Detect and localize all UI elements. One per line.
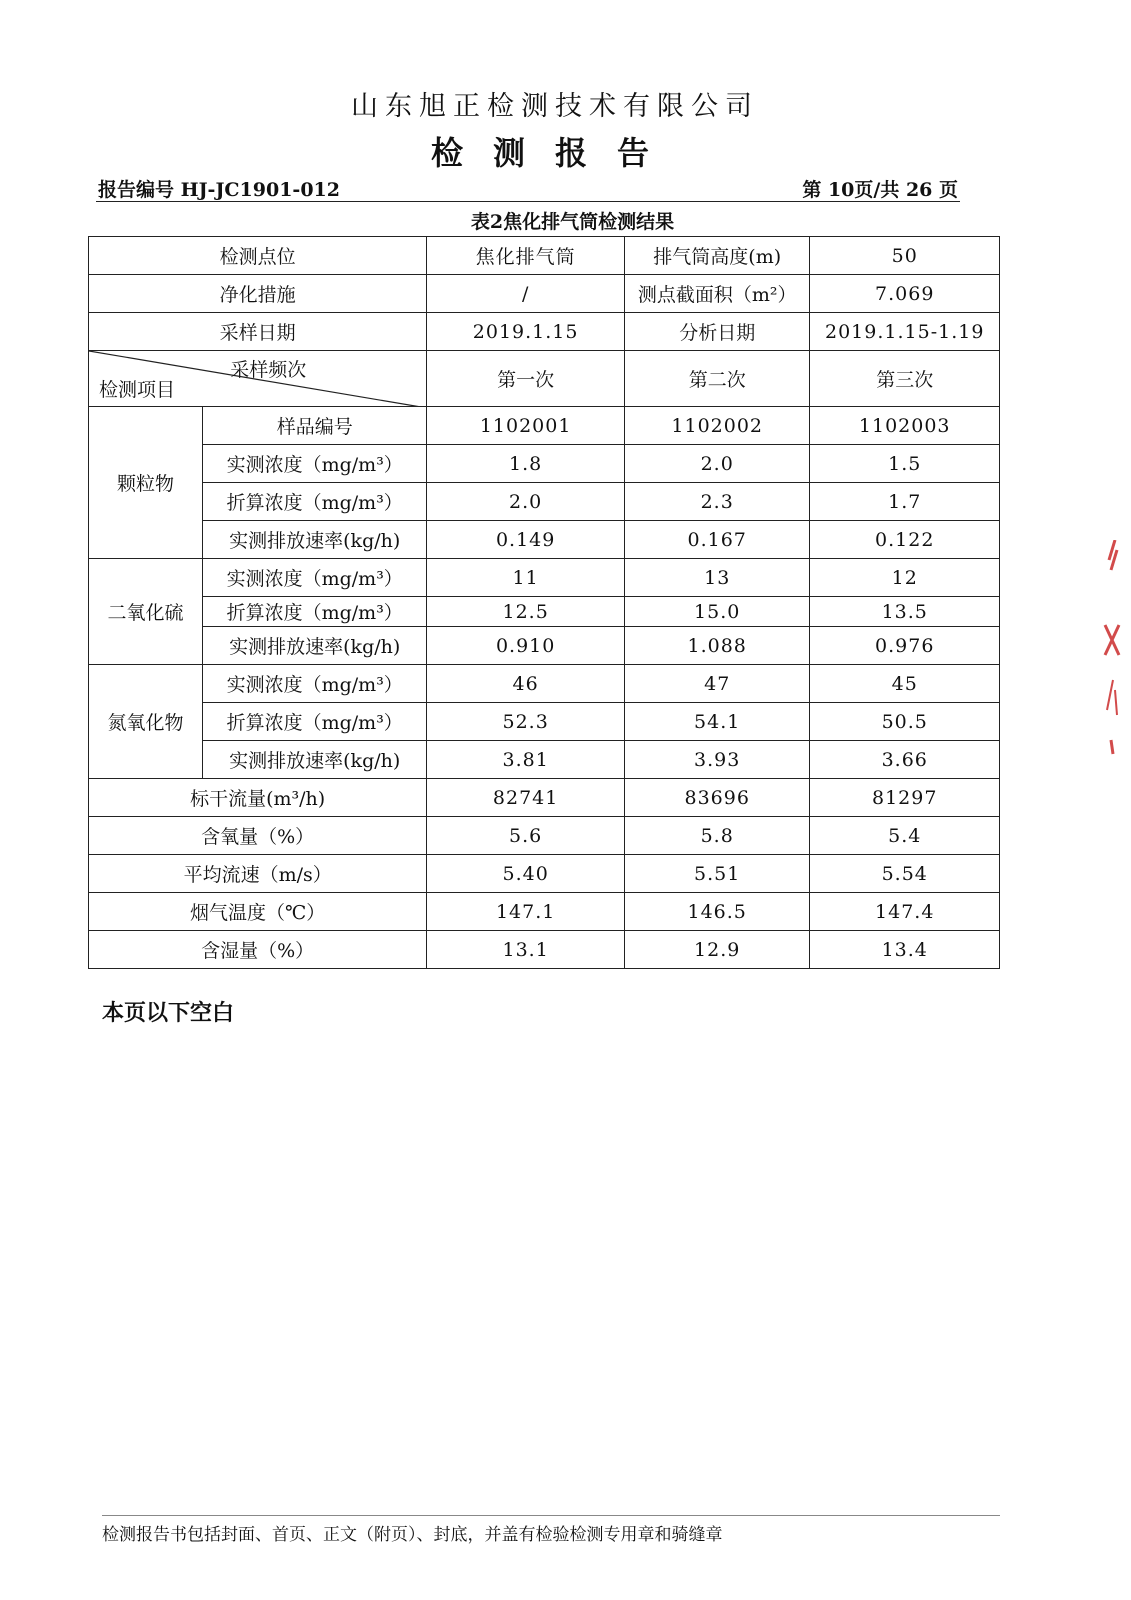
- value-cell: 13.5: [810, 597, 1000, 627]
- round-header: 第三次: [810, 351, 1000, 407]
- info-label: 排气筒高度(m): [624, 237, 809, 275]
- row-label: 含氧量（%）: [89, 817, 427, 855]
- value-cell: 0.167: [624, 521, 809, 559]
- row-label: 实测排放速率(kg/h): [203, 521, 427, 559]
- value-cell: 47: [624, 665, 809, 703]
- value-cell: 2.0: [427, 483, 625, 521]
- diag-bottom-label: 检测项目: [99, 379, 176, 401]
- report-meta-line: [96, 173, 960, 202]
- value-cell: 81297: [810, 779, 1000, 817]
- value-cell: 5.8: [624, 817, 809, 855]
- results-table: [88, 236, 1000, 969]
- value-cell: 45: [810, 665, 1000, 703]
- info-row: [89, 313, 1000, 351]
- info-value: /: [427, 275, 625, 313]
- value-cell: 3.81: [427, 741, 625, 779]
- value-cell: 5.51: [624, 855, 809, 893]
- row-label: 烟气温度（℃）: [89, 893, 427, 931]
- data-row: [89, 559, 1000, 597]
- info-label: 检测点位: [89, 237, 427, 275]
- info-value: 焦化排气筒: [427, 237, 625, 275]
- row-label: 样品编号: [203, 407, 427, 445]
- value-cell: 54.1: [624, 703, 809, 741]
- info-value: 50: [810, 237, 1000, 275]
- sample-no-row: [89, 407, 1000, 445]
- data-row: [89, 483, 1000, 521]
- value-cell: 3.66: [810, 741, 1000, 779]
- info-row: [89, 237, 1000, 275]
- data-row: [89, 741, 1000, 779]
- sample-no: 1102001: [427, 407, 625, 445]
- value-cell: 50.5: [810, 703, 1000, 741]
- value-cell: 0.910: [427, 627, 625, 665]
- page-info: 第 10页/共 26 页: [802, 179, 958, 201]
- data-row: [89, 931, 1000, 969]
- info-row: [89, 275, 1000, 313]
- info-value: 7.069: [810, 275, 1000, 313]
- data-row: [89, 779, 1000, 817]
- value-cell: 1.8: [427, 445, 625, 483]
- row-label: 实测浓度（mg/m³）: [203, 665, 427, 703]
- value-cell: 11: [427, 559, 625, 597]
- row-label: 标干流量(m³/h): [89, 779, 427, 817]
- group-name: 二氧化硫: [89, 559, 203, 665]
- info-label: 分析日期: [624, 313, 809, 351]
- value-cell: 5.54: [810, 855, 1000, 893]
- data-row: [89, 445, 1000, 483]
- value-cell: 13: [624, 559, 809, 597]
- value-cell: 15.0: [624, 597, 809, 627]
- data-row: [89, 665, 1000, 703]
- row-label: 实测排放速率(kg/h): [203, 741, 427, 779]
- seal-stamp-fragment: [1101, 540, 1121, 760]
- sample-no: 1102002: [624, 407, 809, 445]
- row-label: 平均流速（m/s）: [89, 855, 427, 893]
- data-row: [89, 521, 1000, 559]
- info-label: 净化措施: [89, 275, 427, 313]
- value-cell: 82741: [427, 779, 625, 817]
- value-cell: 147.1: [427, 893, 625, 931]
- row-label: 实测排放速率(kg/h): [203, 627, 427, 665]
- page-footer: 检测报告书包括封面、首页、正文（附页）、封底，并盖有检验检测专用章和骑缝章: [102, 1515, 1000, 1545]
- data-row: [89, 893, 1000, 931]
- value-cell: 0.976: [810, 627, 1000, 665]
- value-cell: 13.1: [427, 931, 625, 969]
- value-cell: 0.122: [810, 521, 1000, 559]
- value-cell: 1.5: [810, 445, 1000, 483]
- value-cell: 3.93: [624, 741, 809, 779]
- document-title: 检测报告: [430, 134, 679, 172]
- data-row: [89, 817, 1000, 855]
- value-cell: 5.4: [810, 817, 1000, 855]
- value-cell: 12: [810, 559, 1000, 597]
- row-label: 实测浓度（mg/m³）: [203, 559, 427, 597]
- value-cell: 83696: [624, 779, 809, 817]
- data-row: [89, 855, 1000, 893]
- row-label: 折算浓度（mg/m³）: [203, 483, 427, 521]
- diagonal-header-cell: [89, 351, 427, 407]
- row-label: 折算浓度（mg/m³）: [203, 597, 427, 627]
- value-cell: 12.5: [427, 597, 625, 627]
- diag-top-label: 采样频次: [230, 359, 307, 381]
- value-cell: 12.9: [624, 931, 809, 969]
- info-value: 2019.1.15: [427, 313, 625, 351]
- data-row: [89, 703, 1000, 741]
- table-caption: 表2焦化排气筒检测结果: [470, 211, 675, 233]
- value-cell: 146.5: [624, 893, 809, 931]
- sample-no: 1102003: [810, 407, 1000, 445]
- value-cell: 13.4: [810, 931, 1000, 969]
- value-cell: 2.3: [624, 483, 809, 521]
- round-header: 第一次: [427, 351, 625, 407]
- info-label: 采样日期: [89, 313, 427, 351]
- company-name: 山东旭正检测技术有限公司: [351, 91, 759, 122]
- value-cell: 52.3: [427, 703, 625, 741]
- value-cell: 0.149: [427, 521, 625, 559]
- value-cell: 2.0: [624, 445, 809, 483]
- data-row: [89, 597, 1000, 627]
- group-name: 氮氧化物: [89, 665, 203, 779]
- row-label: 实测浓度（mg/m³）: [203, 445, 427, 483]
- value-cell: 1.7: [810, 483, 1000, 521]
- info-value: 2019.1.15-1.19: [810, 313, 1000, 351]
- value-cell: 147.4: [810, 893, 1000, 931]
- round-header: 第二次: [624, 351, 809, 407]
- data-row: [89, 627, 1000, 665]
- value-cell: 5.6: [427, 817, 625, 855]
- header-row: [89, 351, 1000, 407]
- info-label: 测点截面积（m²）: [624, 275, 809, 313]
- blank-below-note: 本页以下空白: [102, 1000, 235, 1026]
- row-label: 含湿量（%）: [89, 931, 427, 969]
- row-label: 折算浓度（mg/m³）: [203, 703, 427, 741]
- group-name: 颗粒物: [89, 407, 203, 559]
- value-cell: 5.40: [427, 855, 625, 893]
- value-cell: 1.088: [624, 627, 809, 665]
- value-cell: 46: [427, 665, 625, 703]
- report-number: 报告编号 HJ-JC1901-012: [98, 179, 340, 201]
